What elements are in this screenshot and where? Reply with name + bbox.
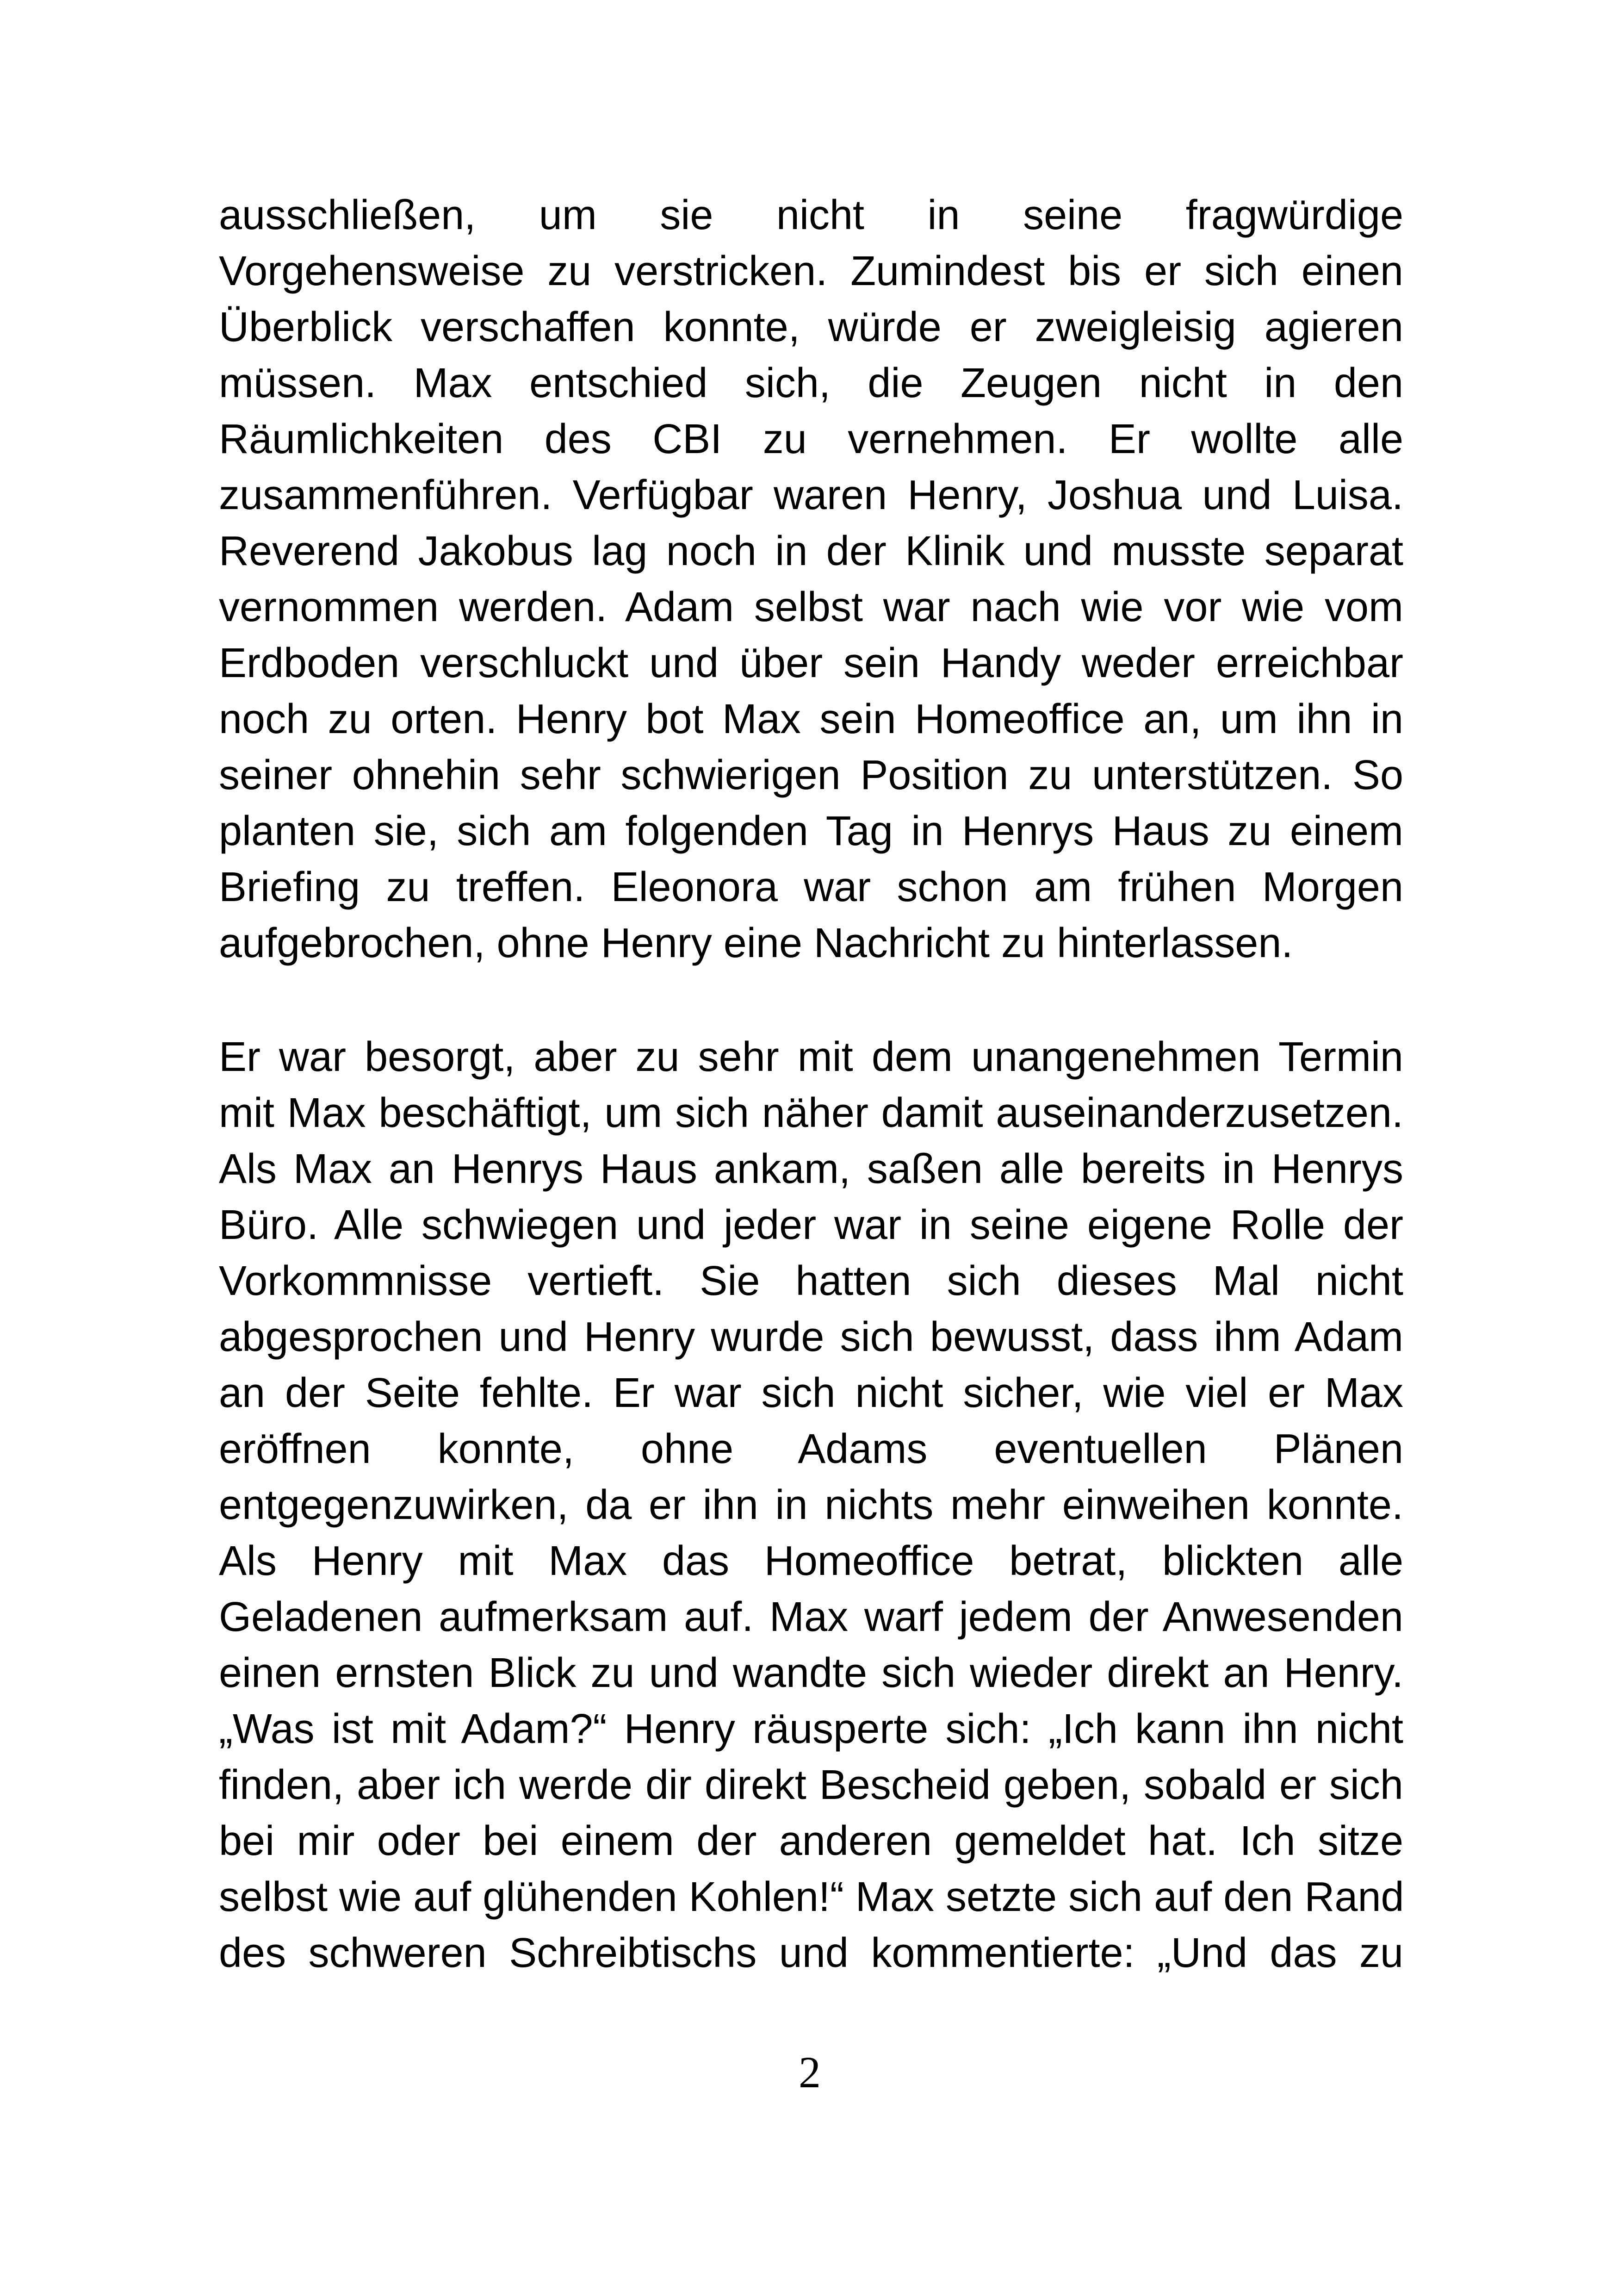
text-line: aufgebrochen, ohne Henry eine Nachricht zu hinterlassen. — [219, 920, 1293, 966]
text-line: entgegenzuwirken, da er ihn in nichts mehr einweihen konnte. — [219, 1482, 1403, 1528]
text-line: Reverend Jakobus lag noch in der Klinik und musste separat — [219, 528, 1403, 574]
text-line: Räumlichkeiten des CBI zu vernehmen. Er wollte alle — [219, 416, 1403, 462]
text-line: „Was ist mit Adam?“ Henry räusperte sich: „Ich kann ihn nicht — [219, 1706, 1403, 1752]
text-line: ausschließen, um sie nicht in seine fragwürdige — [219, 192, 1403, 238]
text-line: zusammenführen. Verfügbar waren Henry, Joshua und Luisa. — [219, 472, 1403, 518]
text-line: des schweren Schreibtischs und kommentierte: „Und das zu — [219, 1930, 1403, 1976]
text-line: Als Max an Henrys Haus ankam, saßen alle bereits in Henrys — [219, 1146, 1403, 1192]
text-line: Vorgehensweise zu verstricken. Zumindest bis er sich einen — [219, 248, 1403, 294]
text-line: planten sie, sich am folgenden Tag in Henrys Haus zu einem — [219, 808, 1403, 854]
text-line: abgesprochen und Henry wurde sich bewusst, dass ihm Adam — [219, 1314, 1403, 1360]
text-line: an der Seite fehlte. Er war sich nicht sicher, wie viel er Max — [219, 1370, 1403, 1416]
text-line: noch zu orten. Henry bot Max sein Homeoffice an, um ihn in — [219, 696, 1403, 742]
text-line: mit Max beschäftigt, um sich näher damit auseinanderzusetzen. — [219, 1090, 1403, 1136]
text-line: Vorkommnisse vertieft. Sie hatten sich dieses Mal nicht — [219, 1258, 1403, 1304]
text-line: Überblick verschaffen konnte, würde er zweigleisig agieren — [219, 304, 1403, 350]
text-line: Geladenen aufmerksam auf. Max warf jedem der Anwesenden — [219, 1594, 1403, 1640]
text-line: Briefing zu treffen. Eleonora war schon am frühen Morgen — [219, 864, 1403, 910]
text-line: müssen. Max entschied sich, die Zeugen nicht in den — [219, 360, 1403, 406]
text-line: bei mir oder bei einem der anderen gemeldet hat. Ich sitze — [219, 1818, 1403, 1864]
text-line: einen ernsten Blick zu und wandte sich wieder direkt an Henry. — [219, 1650, 1403, 1696]
text-line: Als Henry mit Max das Homeoffice betrat, blickten alle — [219, 1538, 1403, 1584]
text-line: vernommen werden. Adam selbst war nach wie vor wie vom — [219, 584, 1403, 630]
text-line: Büro. Alle schwiegen und jeder war in seine eigene Rolle der — [219, 1202, 1403, 1248]
text-line: selbst wie auf glühenden Kohlen!“ Max setzte sich auf den Rand — [219, 1874, 1404, 1920]
text-line: Er war besorgt, aber zu sehr mit dem unangenehmen Termin — [219, 1034, 1403, 1080]
text-line: eröffnen konnte, ohne Adams eventuellen Plänen — [219, 1426, 1403, 1472]
text-line: Erdboden verschluckt und über sein Handy weder erreichbar — [219, 640, 1403, 686]
text-line: finden, aber ich werde dir direkt Bescheid geben, sobald er sich — [219, 1762, 1403, 1808]
page-number: 2 — [799, 2047, 821, 2097]
text-line: seiner ohnehin sehr schwierigen Position zu unterstützen. So — [219, 752, 1403, 798]
